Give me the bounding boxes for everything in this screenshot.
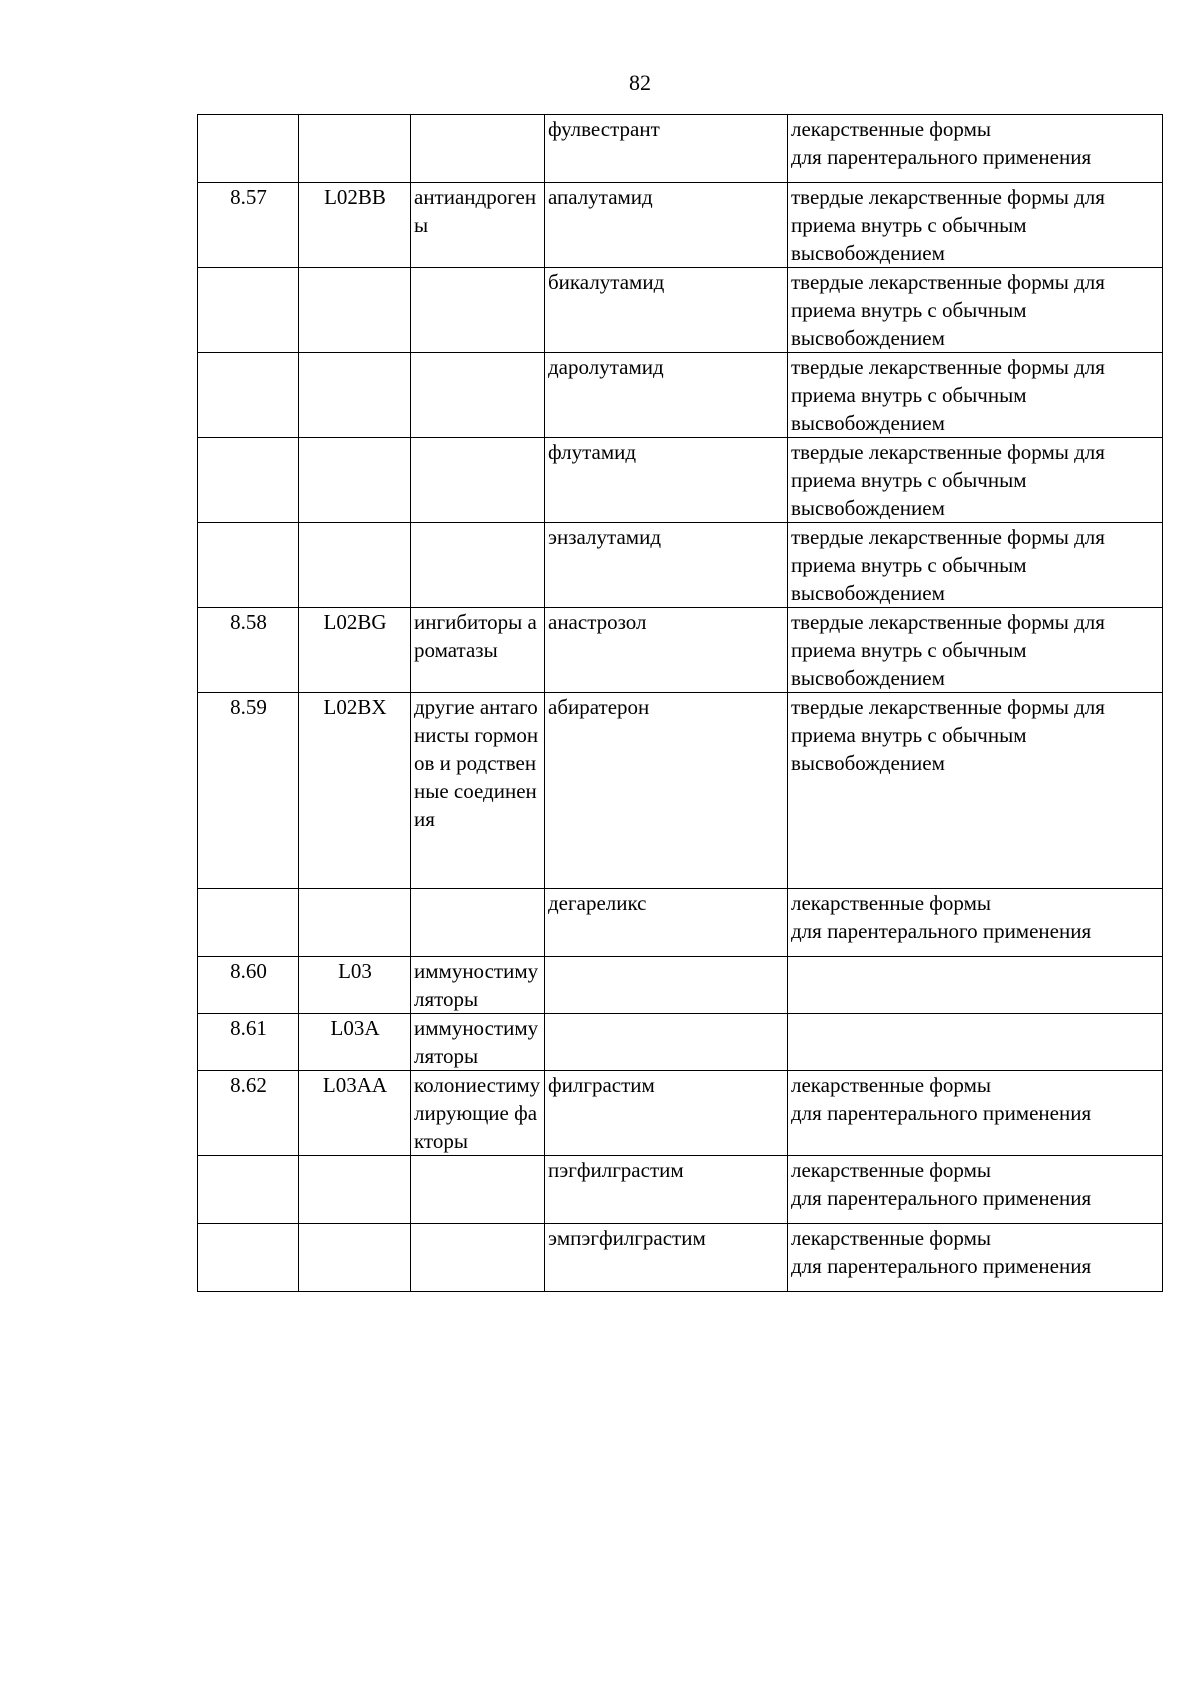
atc-code-cell (299, 1071, 411, 1156)
dosage-form-text: для парентерального применения (791, 919, 1092, 943)
atc-code-cell (299, 115, 411, 183)
group-name-cell (411, 1156, 545, 1224)
dosage-form-cell (788, 889, 1163, 957)
group-name-text: другие антагонисты гормонов и родственные соединения (414, 695, 539, 831)
row-number-cell (198, 1224, 299, 1292)
drug-name-cell (545, 889, 788, 957)
drug-name-text: фулвестрант (548, 117, 660, 141)
atc-code-text: L03AA (322, 1073, 388, 1097)
drug-name-cell (545, 1071, 788, 1156)
dosage-form-text: твердые лекарственные формы для приема внутрь с обычным высвобождением (791, 185, 1105, 265)
dosage-form-text: для парентерального применения (791, 1101, 1092, 1125)
group-name-text: иммуностимуляторы (414, 959, 539, 1011)
drug-name-text: пэгфилграстим (548, 1158, 684, 1182)
drug-name-cell (545, 693, 788, 889)
drug-name-text: энзалутамид (548, 525, 661, 549)
dosage-form-text: твердые лекарственные формы для приема внутрь с обычным высвобождением (791, 355, 1105, 435)
atc-code-cell (299, 889, 411, 957)
dosage-form-cell (788, 1224, 1163, 1292)
dosage-form-text: лекарственные формы (791, 1158, 991, 1182)
drug-name-cell (545, 438, 788, 523)
drug-name-text: филграстим (548, 1073, 655, 1097)
group-name-text: антиандрогены (414, 185, 537, 237)
row-number-cell (198, 957, 299, 1014)
row-number-text: 8.61 (230, 1016, 267, 1040)
dosage-form-cell (788, 1156, 1163, 1224)
dosage-form-cell (788, 1014, 1163, 1071)
row-number-text: 8.58 (230, 610, 267, 634)
drug-name-text: дегареликс (548, 891, 647, 915)
dosage-form-text: твердые лекарственные формы для приема внутрь с обычным высвобождением (791, 610, 1105, 690)
atc-code-cell (299, 1014, 411, 1071)
row-number-cell (198, 608, 299, 693)
table-row (198, 438, 1163, 523)
dosage-form-cell (788, 353, 1163, 438)
drug-name-text: абиратерон (548, 695, 650, 719)
group-name-cell (411, 438, 545, 523)
dosage-form-cell (788, 438, 1163, 523)
atc-code-cell (299, 268, 411, 353)
atc-code-cell (299, 957, 411, 1014)
table-row (198, 1014, 1163, 1071)
atc-code-text: L03 (338, 959, 372, 983)
dosage-form-cell (788, 268, 1163, 353)
group-name-cell (411, 1014, 545, 1071)
table-row (198, 957, 1163, 1014)
drug-name-cell (545, 1014, 788, 1071)
drug-name-text: апалутамид (548, 185, 653, 209)
atc-code-cell (299, 693, 411, 889)
row-number-cell (198, 889, 299, 957)
row-number-cell (198, 115, 299, 183)
drug-name-cell (545, 1224, 788, 1292)
drug-name-text: анастрозол (548, 610, 647, 634)
group-name-cell (411, 523, 545, 608)
table-row (198, 183, 1163, 268)
group-name-cell (411, 693, 545, 889)
group-name-text: иммуностимуляторы (414, 1016, 539, 1068)
row-number-cell (198, 268, 299, 353)
row-number-cell (198, 1156, 299, 1224)
group-name-cell (411, 183, 545, 268)
row-number-text: 8.57 (230, 185, 267, 209)
drug-name-cell (545, 523, 788, 608)
drug-name-text: бикалутамид (548, 270, 665, 294)
dosage-form-text: твердые лекарственные формы для приема внутрь с обычным высвобождением (791, 525, 1105, 605)
dosage-form-text: твердые лекарственные формы для приема внутрь с обычным высвобождением (791, 270, 1105, 350)
atc-code-cell (299, 608, 411, 693)
atc-code-cell (299, 438, 411, 523)
row-number-cell (198, 523, 299, 608)
drug-name-cell (545, 608, 788, 693)
atc-code-cell (299, 1156, 411, 1224)
row-number-cell (198, 353, 299, 438)
dosage-form-text: для парентерального применения (791, 1254, 1092, 1278)
row-number-cell (198, 438, 299, 523)
row-number-text: 8.59 (230, 695, 267, 719)
table-row (198, 1224, 1163, 1292)
group-name-cell (411, 608, 545, 693)
atc-code-text: L03A (330, 1016, 380, 1040)
dosage-form-text: лекарственные формы (791, 117, 991, 141)
drug-name-text: эмпэгфилграстим (548, 1226, 706, 1250)
row-number-cell (198, 183, 299, 268)
dosage-form-cell (788, 183, 1163, 268)
group-name-cell (411, 889, 545, 957)
drug-name-text: даролутамид (548, 355, 664, 379)
dosage-form-cell (788, 608, 1163, 693)
table-row (198, 268, 1163, 353)
atc-code-text: L02BG (323, 610, 387, 634)
drug-name-cell (545, 183, 788, 268)
dosage-form-text: лекарственные формы (791, 1073, 991, 1097)
group-name-cell (411, 1071, 545, 1156)
page-number: 82 (629, 70, 651, 95)
table-row (198, 523, 1163, 608)
table-row (198, 1071, 1163, 1156)
table-row (198, 1156, 1163, 1224)
dosage-form-cell (788, 1071, 1163, 1156)
atc-code-cell (299, 353, 411, 438)
table-row (198, 608, 1163, 693)
group-name-cell (411, 115, 545, 183)
dosage-form-text: лекарственные формы (791, 1226, 991, 1250)
dosage-form-cell (788, 523, 1163, 608)
drug-name-cell (545, 268, 788, 353)
row-number-cell (198, 1071, 299, 1156)
atc-code-text: L02BX (323, 695, 387, 719)
dosage-form-text: для парентерального применения (791, 145, 1092, 169)
dosage-form-text: твердые лекарственные формы для приема внутрь с обычным высвобождением (791, 440, 1105, 520)
drug-name-cell (545, 1156, 788, 1224)
group-name-cell (411, 957, 545, 1014)
atc-code-cell (299, 1224, 411, 1292)
drug-name-cell (545, 957, 788, 1014)
row-number-cell (198, 693, 299, 889)
table-row (198, 115, 1163, 183)
group-name-cell (411, 268, 545, 353)
dosage-form-cell (788, 957, 1163, 1014)
dosage-form-text: лекарственные формы (791, 891, 991, 915)
row-number-cell (198, 1014, 299, 1071)
dosage-form-cell (788, 693, 1163, 889)
table-row (198, 889, 1163, 957)
atc-code-cell (299, 523, 411, 608)
group-name-text: ингибиторы ароматазы (414, 610, 537, 662)
table-row (198, 693, 1163, 889)
row-number-text: 8.60 (230, 959, 267, 983)
drug-name-cell (545, 115, 788, 183)
group-name-cell (411, 353, 545, 438)
atc-code-text: L02BB (324, 185, 386, 209)
atc-code-cell (299, 183, 411, 268)
drug-table (197, 114, 1163, 1292)
dosage-form-text: для парентерального применения (791, 1186, 1092, 1210)
group-name-cell (411, 1224, 545, 1292)
drug-name-cell (545, 353, 788, 438)
dosage-form-cell (788, 115, 1163, 183)
table-body (198, 115, 1163, 1292)
drug-name-text: флутамид (548, 440, 637, 464)
dosage-form-text: твердые лекарственные формы для приема внутрь с обычным высвобождением (791, 695, 1105, 775)
group-name-text: колониестимулирующие факторы (414, 1073, 541, 1153)
table-row (198, 353, 1163, 438)
row-number-text: 8.62 (230, 1073, 267, 1097)
